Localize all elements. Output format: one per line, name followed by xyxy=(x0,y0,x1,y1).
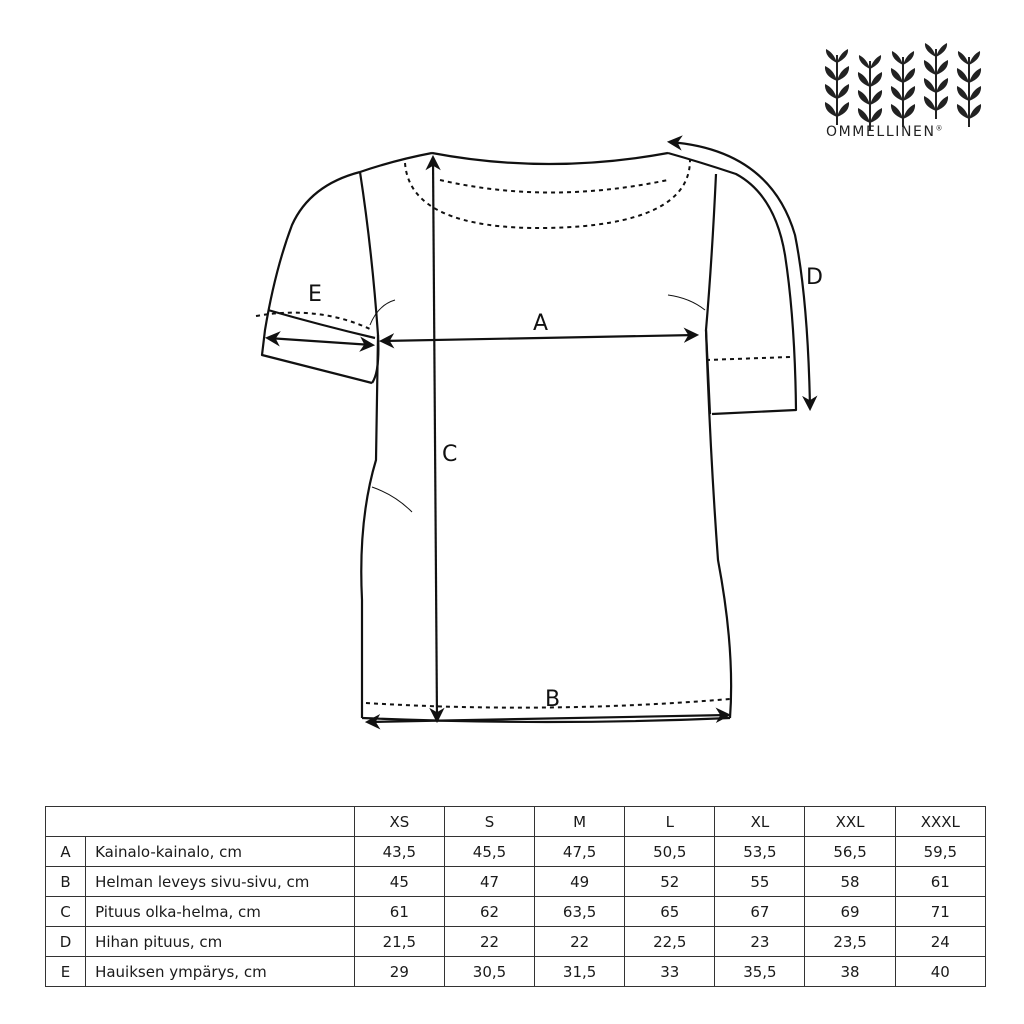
label-e: E xyxy=(308,282,322,307)
label-a: A xyxy=(533,311,549,336)
measurement-value: 63,5 xyxy=(535,897,625,927)
measurement-value: 69 xyxy=(805,897,895,927)
measurement-label: Pituus olka-helma, cm xyxy=(86,897,355,927)
size-header-xxl: XXL xyxy=(805,807,895,837)
measurement-code: C xyxy=(46,897,86,927)
size-header-xxxl: XXXL xyxy=(895,807,985,837)
arrow-d xyxy=(670,142,810,408)
measurement-value: 38 xyxy=(805,957,895,987)
table-body xyxy=(46,837,986,987)
brand-name xyxy=(826,124,943,140)
measurement-value: 52 xyxy=(625,867,715,897)
arrow-c xyxy=(433,158,437,720)
table-row xyxy=(46,927,986,957)
table-row xyxy=(46,957,986,987)
measurement-value: 24 xyxy=(895,927,985,957)
measurement-code: D xyxy=(46,927,86,957)
measurement-value: 55 xyxy=(715,867,805,897)
arrow-e xyxy=(268,338,372,345)
measurement-value: 22 xyxy=(444,927,534,957)
measurement-value: 61 xyxy=(354,897,444,927)
measurement-label: Hihan pituus, cm xyxy=(86,927,355,957)
size-header-xl: XL xyxy=(715,807,805,837)
registered-mark: ® xyxy=(935,124,943,133)
size-header-l: L xyxy=(625,807,715,837)
measurement-label: Hauiksen ympärys, cm xyxy=(86,957,355,987)
size-chart-table xyxy=(45,806,986,987)
measurement-value: 45,5 xyxy=(444,837,534,867)
measurement-value: 43,5 xyxy=(354,837,444,867)
measurement-value: 50,5 xyxy=(625,837,715,867)
table-row xyxy=(46,867,986,897)
measurement-value: 62 xyxy=(444,897,534,927)
measurement-value: 56,5 xyxy=(805,837,895,867)
measurement-value: 65 xyxy=(625,897,715,927)
table-row xyxy=(46,897,986,927)
measurement-value: 40 xyxy=(895,957,985,987)
table-row xyxy=(46,837,986,867)
measurement-value: 29 xyxy=(354,957,444,987)
measurement-code: E xyxy=(46,957,86,987)
measurement-label: Kainalo-kainalo, cm xyxy=(86,837,355,867)
label-c: C xyxy=(442,442,458,467)
label-b: B xyxy=(545,687,561,712)
size-header-s: S xyxy=(444,807,534,837)
measurement-value: 59,5 xyxy=(895,837,985,867)
table-header-row xyxy=(46,807,986,837)
measurement-label: Helman leveys sivu-sivu, cm xyxy=(86,867,355,897)
measurement-value: 61 xyxy=(895,867,985,897)
measurement-code: B xyxy=(46,867,86,897)
measurement-code: A xyxy=(46,837,86,867)
measurement-value: 23,5 xyxy=(805,927,895,957)
measurement-value: 71 xyxy=(895,897,985,927)
size-header-xs: XS xyxy=(354,807,444,837)
measurement-value: 31,5 xyxy=(535,957,625,987)
measurement-value: 35,5 xyxy=(715,957,805,987)
size-header-m: M xyxy=(535,807,625,837)
measurement-value: 22 xyxy=(535,927,625,957)
measurement-value: 47 xyxy=(444,867,534,897)
measurement-value: 67 xyxy=(715,897,805,927)
measurement-value: 23 xyxy=(715,927,805,957)
measurement-value: 22,5 xyxy=(625,927,715,957)
measurement-value: 33 xyxy=(625,957,715,987)
brand-name-text: OMMELLINEN xyxy=(826,124,936,140)
tshirt-outline xyxy=(262,153,796,722)
header-blank-cell xyxy=(46,807,355,837)
measurement-value: 58 xyxy=(805,867,895,897)
measurement-value: 53,5 xyxy=(715,837,805,867)
measurement-value: 47,5 xyxy=(535,837,625,867)
measurement-value: 21,5 xyxy=(354,927,444,957)
label-d: D xyxy=(806,265,823,290)
measurement-value: 45 xyxy=(354,867,444,897)
measurement-value: 49 xyxy=(535,867,625,897)
measurement-value: 30,5 xyxy=(444,957,534,987)
